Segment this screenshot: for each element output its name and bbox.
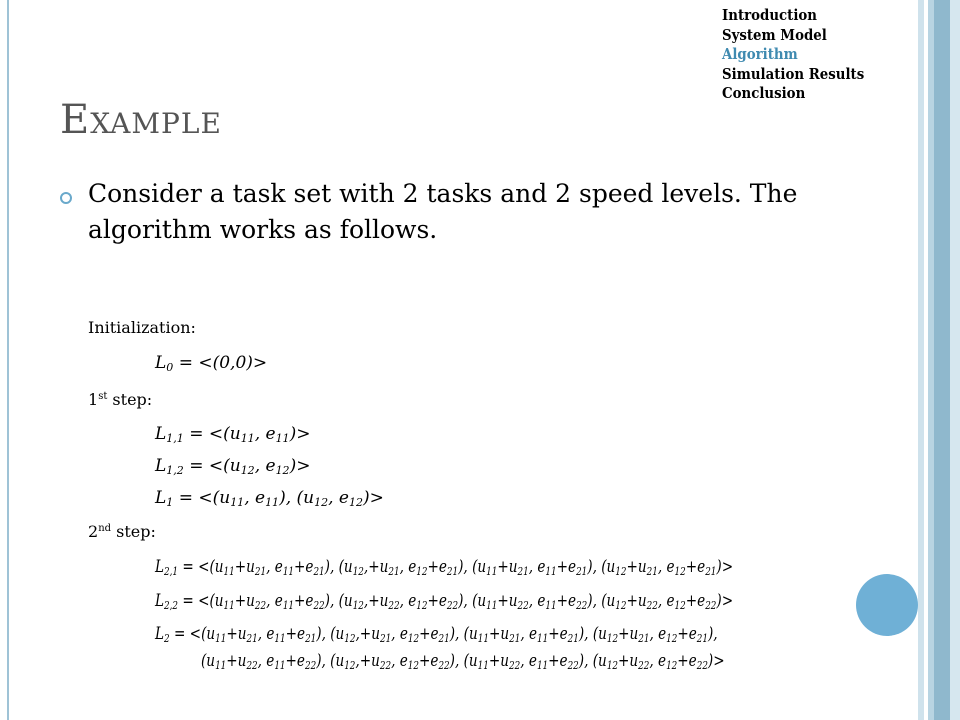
- right-stripe-3: [934, 0, 950, 720]
- step2-suffix: nd: [98, 523, 112, 534]
- init-label: Initialization:: [88, 318, 196, 337]
- math-L0: $L_0 = <(0,0)>$: [155, 353, 268, 374]
- step1-suffix: st: [98, 391, 108, 402]
- left-frame-line: [0, 0, 9, 720]
- step2-word: step:: [111, 522, 156, 541]
- right-stripe-4: [950, 0, 960, 720]
- right-stripe-1: [918, 0, 924, 720]
- nav-item-introduction[interactable]: Introduction: [722, 7, 818, 24]
- math-L1: $L_1 = <(u_{11}$, $e_{11}$), ($u_{12}$, $e_{12})>$: [155, 488, 384, 509]
- math-L2-line1: $L_2 = <(u_{11}+u_{21}$, $e_{11}+e_{21}$), ($u_{12},+u_{21}$, $e_{12}+e_{21}$), ($u_{11}+u_{21}$, $e_{11}+e_{21}$), ($u_{12}+u_{21}$, $e_{12}+e_{21}$),: [155, 624, 718, 645]
- decorative-circle: [856, 574, 918, 636]
- math-L2-line2: ($u_{11}+u_{22}$, $e_{11}+e_{22}$), ($u_{12},+u_{22}$, $e_{12}+e_{22}$), ($u_{11}+u_{22}$, $e_{11}+e_{22}$), ($u_{12}+u_{22}$, $e_{12}+e_{22})>$: [201, 651, 725, 672]
- nav-item-algorithm[interactable]: Algorithm: [722, 46, 798, 63]
- nav-item-conclusion[interactable]: Conclusion: [722, 85, 806, 102]
- nav-item-simulation-results[interactable]: Simulation Results: [722, 65, 865, 83]
- math-L11: $L_{1,1} = <(u_{11}$, $e_{11})>$: [155, 424, 311, 445]
- step1-number: 1: [88, 390, 99, 409]
- step1-label: [88, 390, 152, 409]
- bullet-circle-icon: [60, 192, 72, 204]
- math-L21: $L_{2,1} = <(u_{11}+u_{21}$, $e_{11}+e_{21}$), ($u_{12},+u_{21}$, $e_{12}+e_{21}$), ($u_{11}+u_{21}$, $e_{11}+e_{21}$), ($u_{12}+u_{21}$, $e_{12}+e_{21})>$: [155, 557, 734, 578]
- step1-word: step:: [107, 390, 153, 409]
- math-L22: $L_{2,2} = <(u_{11}+u_{22}$, $e_{11}+e_{22}$), ($u_{12},+u_{22}$, $e_{12}+e_{22}$), ($u_{11}+u_{22}$, $e_{11}+e_{22}$), ($u_{12}+u_{22}$, $e_{12}+e_{22})>$: [155, 591, 734, 612]
- step2-number: 2: [88, 522, 99, 541]
- nav-item-system-model[interactable]: System Model: [722, 26, 827, 44]
- slide-title: Example: [60, 97, 222, 143]
- math-L12: $L_{1,2} = <(u_{12}$, $e_{12})>$: [155, 456, 311, 477]
- section-nav: [722, 6, 877, 104]
- step2-label: [88, 522, 156, 541]
- bullet-text: Consider a task set with 2 tasks and 2 speed levels. The algorithm works as follows.: [88, 179, 798, 244]
